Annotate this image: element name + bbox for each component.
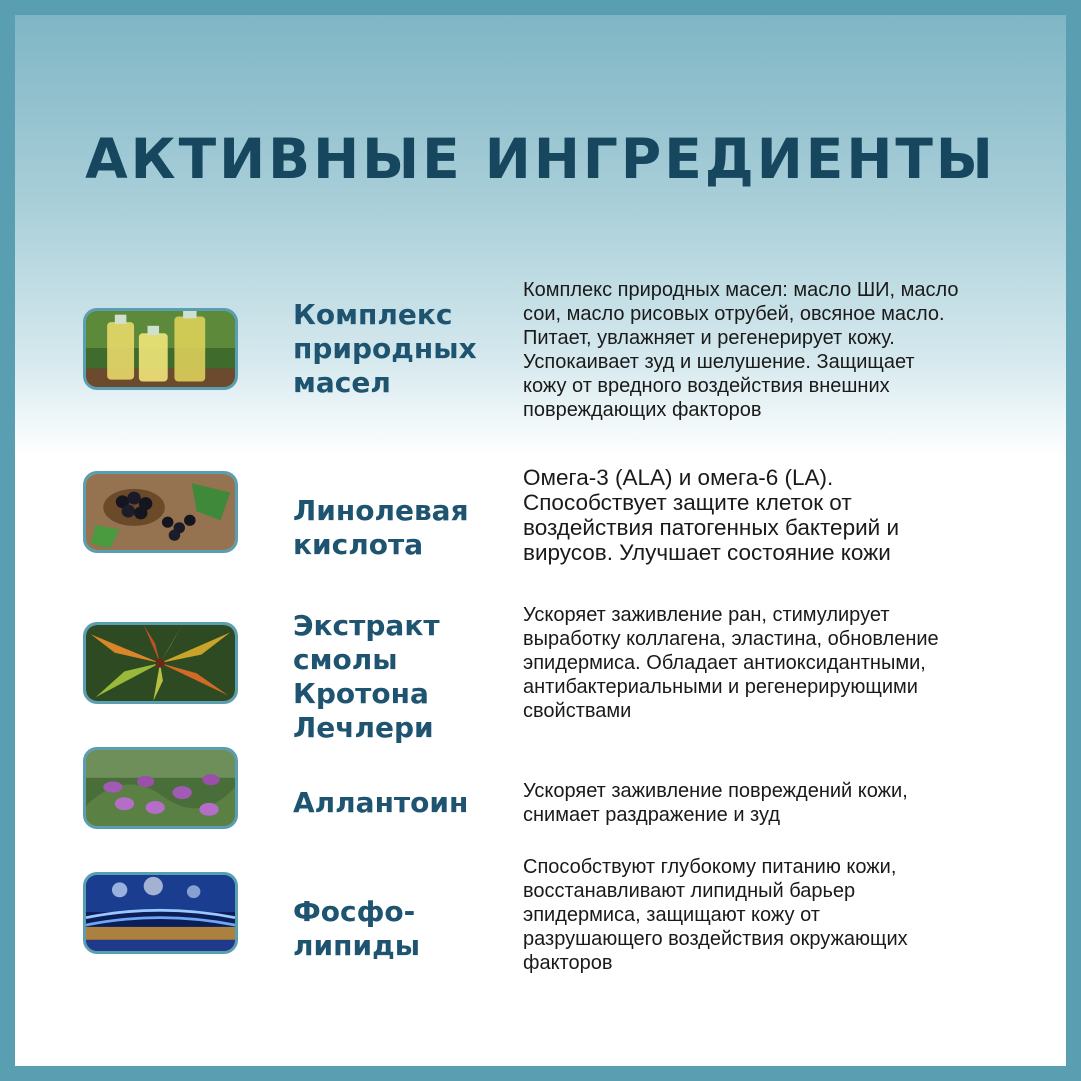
name-line: Аллантоин (293, 786, 469, 819)
name-line: Кротона (293, 677, 429, 710)
desc-line: вирусов. Улучшает состояние кожи (523, 540, 891, 565)
ingredient-name-allantoin (293, 786, 468, 820)
ingredient-name-linoleic (293, 494, 469, 562)
ingredient-desc-oils (523, 278, 1023, 422)
desc-line: Ускоряет заживление повреждений кожи, (523, 780, 908, 802)
ingredient-desc-linoleic (523, 465, 1023, 565)
desc-line: свойствами (523, 700, 632, 722)
desc-line: выработку коллагена, эластина, обновление (523, 628, 939, 650)
ingredient-name-phospholipids (293, 895, 420, 963)
desc-line: эпидермиса. Обладает антиоксидантными, (523, 652, 926, 674)
name-line: Комплекс (293, 298, 453, 331)
name-line: липиды (293, 929, 421, 962)
name-line: кислота (293, 528, 424, 561)
name-line: смолы (293, 643, 398, 676)
desc-line: разрушающего воздействия окружающих (523, 928, 908, 950)
desc-line: снимает раздражение и зуд (523, 804, 781, 826)
ingredient-desc-allantoin (523, 779, 1023, 827)
desc-line: повреждающих факторов (523, 399, 762, 421)
desc-line: Питает, увлажняет и регенерирует кожу. (523, 327, 895, 349)
ingredient-name-oils (293, 298, 477, 400)
card-frame (15, 15, 1066, 1066)
oil-bottles-icon (83, 308, 238, 390)
ingredient-name-croton (293, 609, 440, 745)
desc-line: кожу от вредного воздействия внешних (523, 375, 890, 397)
desc-line: Успокаивает зуд и шелушение. Защищает (523, 351, 915, 373)
name-line: Экстракт (293, 609, 440, 642)
name-line: масел (293, 366, 391, 399)
comfrey-flowers-icon (83, 747, 238, 829)
ingredient-desc-croton (523, 603, 1023, 723)
desc-line: Омега-3 (ALA) и омега-6 (LA). (523, 465, 834, 490)
desc-line: Комплекс природных масел: масло ШИ, масло (523, 279, 959, 301)
lipid-membrane-icon (83, 872, 238, 954)
desc-line: эпидермиса, защищают кожу от (523, 904, 820, 926)
desc-line: Ускоряет заживление ран, стимулирует (523, 604, 890, 626)
ingredient-desc-phospholipids (523, 855, 1023, 975)
desc-line: антибактериальными и регенерирующими (523, 676, 918, 698)
desc-line: сои, масло рисовых отрубей, овсяное масло. (523, 303, 945, 325)
desc-line: Способствует защите клеток от (523, 490, 852, 515)
name-line: Линолевая (293, 494, 469, 527)
croton-leaves-icon (83, 622, 238, 704)
name-line: Лечлери (293, 711, 434, 744)
desc-line: факторов (523, 952, 613, 974)
blackcurrant-icon (83, 471, 238, 553)
desc-line: восстанавливают липидный барьер (523, 880, 856, 902)
desc-line: воздействия патогенных бактерий и (523, 515, 900, 540)
name-line: природных (293, 332, 477, 365)
desc-line: Способствуют глубокому питанию кожи, (523, 856, 897, 878)
name-line: Фосфо- (293, 895, 416, 928)
page-title: АКТИВНЫЕ ИНГРЕДИЕНТЫ (85, 127, 996, 191)
